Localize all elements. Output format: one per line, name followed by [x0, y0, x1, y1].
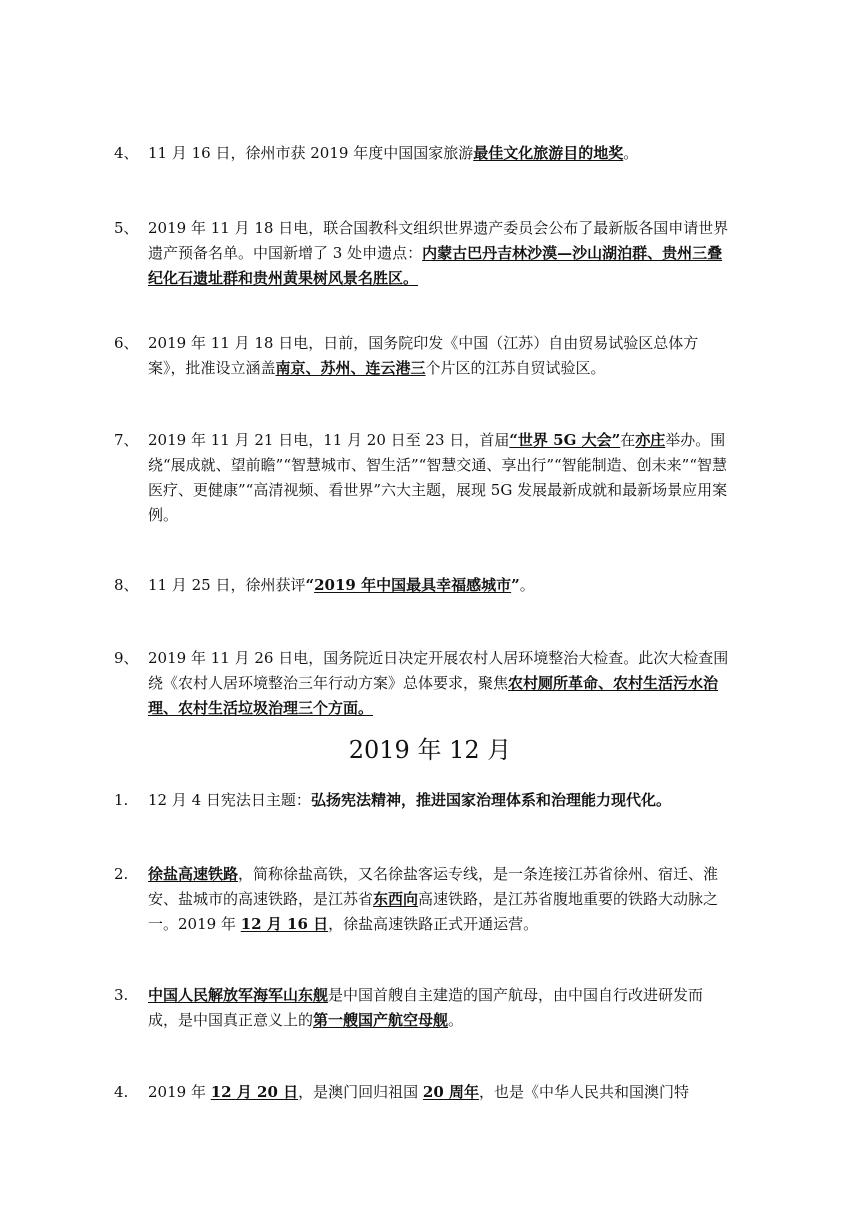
item-text [114, 428, 731, 528]
highlight-text: 中国人民解放军海军山东舰 [148, 986, 329, 1004]
body-text: 高速铁路，是江苏省腹地重要的铁路大动脉之一。2019 年 [148, 890, 719, 933]
list-item [114, 331, 731, 381]
highlight-text: “世界 5G 大会” [509, 431, 621, 449]
body-text: 是中国首艘自主建造的国产航母，由中国自行改进研发而成，是中国真正意义上的 [148, 986, 704, 1029]
highlight-text: 弘扬宪法精神，推进国家治理体系和治理能力现代化。 [310, 791, 671, 809]
item-number: 4. [114, 1083, 129, 1101]
item-text [114, 216, 731, 291]
item-text [114, 331, 731, 381]
body-text: 2019 年 11 月 18 日电，日前，国务院印发《中国（江苏）自由贸易试验区总体方案》，批准设立涵盖 [148, 334, 699, 377]
item-text [114, 573, 731, 598]
item-text [114, 862, 731, 937]
highlight-text: 东西向 [373, 890, 419, 908]
highlight-text: 内蒙古巴丹吉林沙漠—沙山湖泊群、贵州三叠纪化石遗址群和贵州黄果树风景名胜区。 [148, 244, 723, 287]
highlight-text: 12 月 16 日 [240, 915, 329, 933]
item-number: 1. [114, 791, 129, 809]
body-text: 在 [620, 431, 636, 449]
body-text: 2019 年 11 月 21 日电，11 月 20 日至 23 日，首届 [148, 431, 510, 449]
item-number: 2. [114, 865, 129, 883]
section-heading: 2019 年 12 月 [348, 736, 512, 764]
body-text: 2019 年 11 月 18 日电，联合国教科文组织世界遗产委员会公布了最新版各国申请世界遗产预备名单。中国新增了 3 处申遗点： [148, 219, 729, 262]
item-number: 6、 [114, 334, 139, 352]
highlight-text: 农村厕所革命、农村生活污水治理、农村生活垃圾治理三个方面。 [148, 674, 719, 717]
body-text: ，简称徐盐高铁，又名徐盐客运专线，是一条连接江苏省徐州、宿迁、淮安、盐城市的高速铁路，是江苏省 [148, 865, 719, 908]
list-item [114, 216, 731, 291]
body-text: 。 [519, 576, 535, 594]
item-number: 5、 [114, 219, 139, 237]
highlight-text: 最佳文化旅游目的地奖 [473, 144, 624, 162]
body-text: 。 [623, 144, 639, 162]
highlight-text: 亦庄 [635, 431, 666, 449]
highlight-text: 12 月 20 日 [210, 1083, 299, 1101]
item-text [114, 141, 731, 166]
body-text: 11 月 16 日，徐州市获 2019 年度中国国家旅游 [148, 144, 474, 162]
body-text: ，徐盐高速铁路正式开通运营。 [328, 915, 539, 933]
highlight-text: 2019 年中国最具幸福感城市 [314, 576, 512, 594]
item-text [114, 983, 731, 1033]
item-number: 8、 [114, 576, 139, 594]
body-text: 举办。围绕“展成就、望前瞻”“智慧城市、智生活”“智慧交通、享出行”“智能制造、创未来”“智慧医疗、更健康”“高清视频、看世界”六大主题，展现 5G 发展最新成就和最新场景应用案例。 [148, 431, 728, 524]
item-number: 7、 [114, 431, 139, 449]
list-item [114, 141, 731, 166]
item-text [114, 646, 731, 721]
list-item [114, 788, 731, 813]
body-text: 。 [448, 1011, 464, 1029]
highlight-text: 20 周年 [422, 1083, 480, 1101]
item-number: 4、 [114, 144, 139, 162]
body-text: ，也是《中华人民共和国澳门特 [479, 1083, 690, 1101]
item-text [114, 788, 731, 813]
item-number: 3. [114, 986, 129, 1004]
body-text: 12 月 4 日宪法日主题： [148, 791, 311, 809]
body-text: 2019 年 [148, 1083, 211, 1101]
highlight-text: 徐盐高速铁路 [148, 865, 239, 883]
highlight-text: 第一艘国产航空母舰 [313, 1011, 449, 1029]
list-item [114, 862, 731, 937]
highlight-text: 南京、苏州、连云港三 [275, 359, 426, 377]
item-text [114, 1080, 731, 1105]
body-text: 2019 年 11 月 26 日电，国务院近日决定开展农村人居环境整治大检查。此次大检查围绕《农村人居环境整治三年行动方案》总体要求，聚焦 [148, 649, 729, 692]
item-number: 9、 [114, 649, 139, 667]
body-text: 11 月 25 日，徐州获评 [148, 576, 306, 594]
list-item [114, 573, 731, 598]
list-item [114, 983, 731, 1033]
list-item [114, 428, 731, 528]
highlight-text: “ [305, 576, 315, 594]
highlight-text: ” [511, 576, 520, 594]
body-text: ，是澳门回归祖国 [298, 1083, 423, 1101]
list-item [114, 646, 731, 721]
body-text: 个片区的江苏自贸试验区。 [425, 359, 606, 377]
list-item [114, 1080, 731, 1105]
